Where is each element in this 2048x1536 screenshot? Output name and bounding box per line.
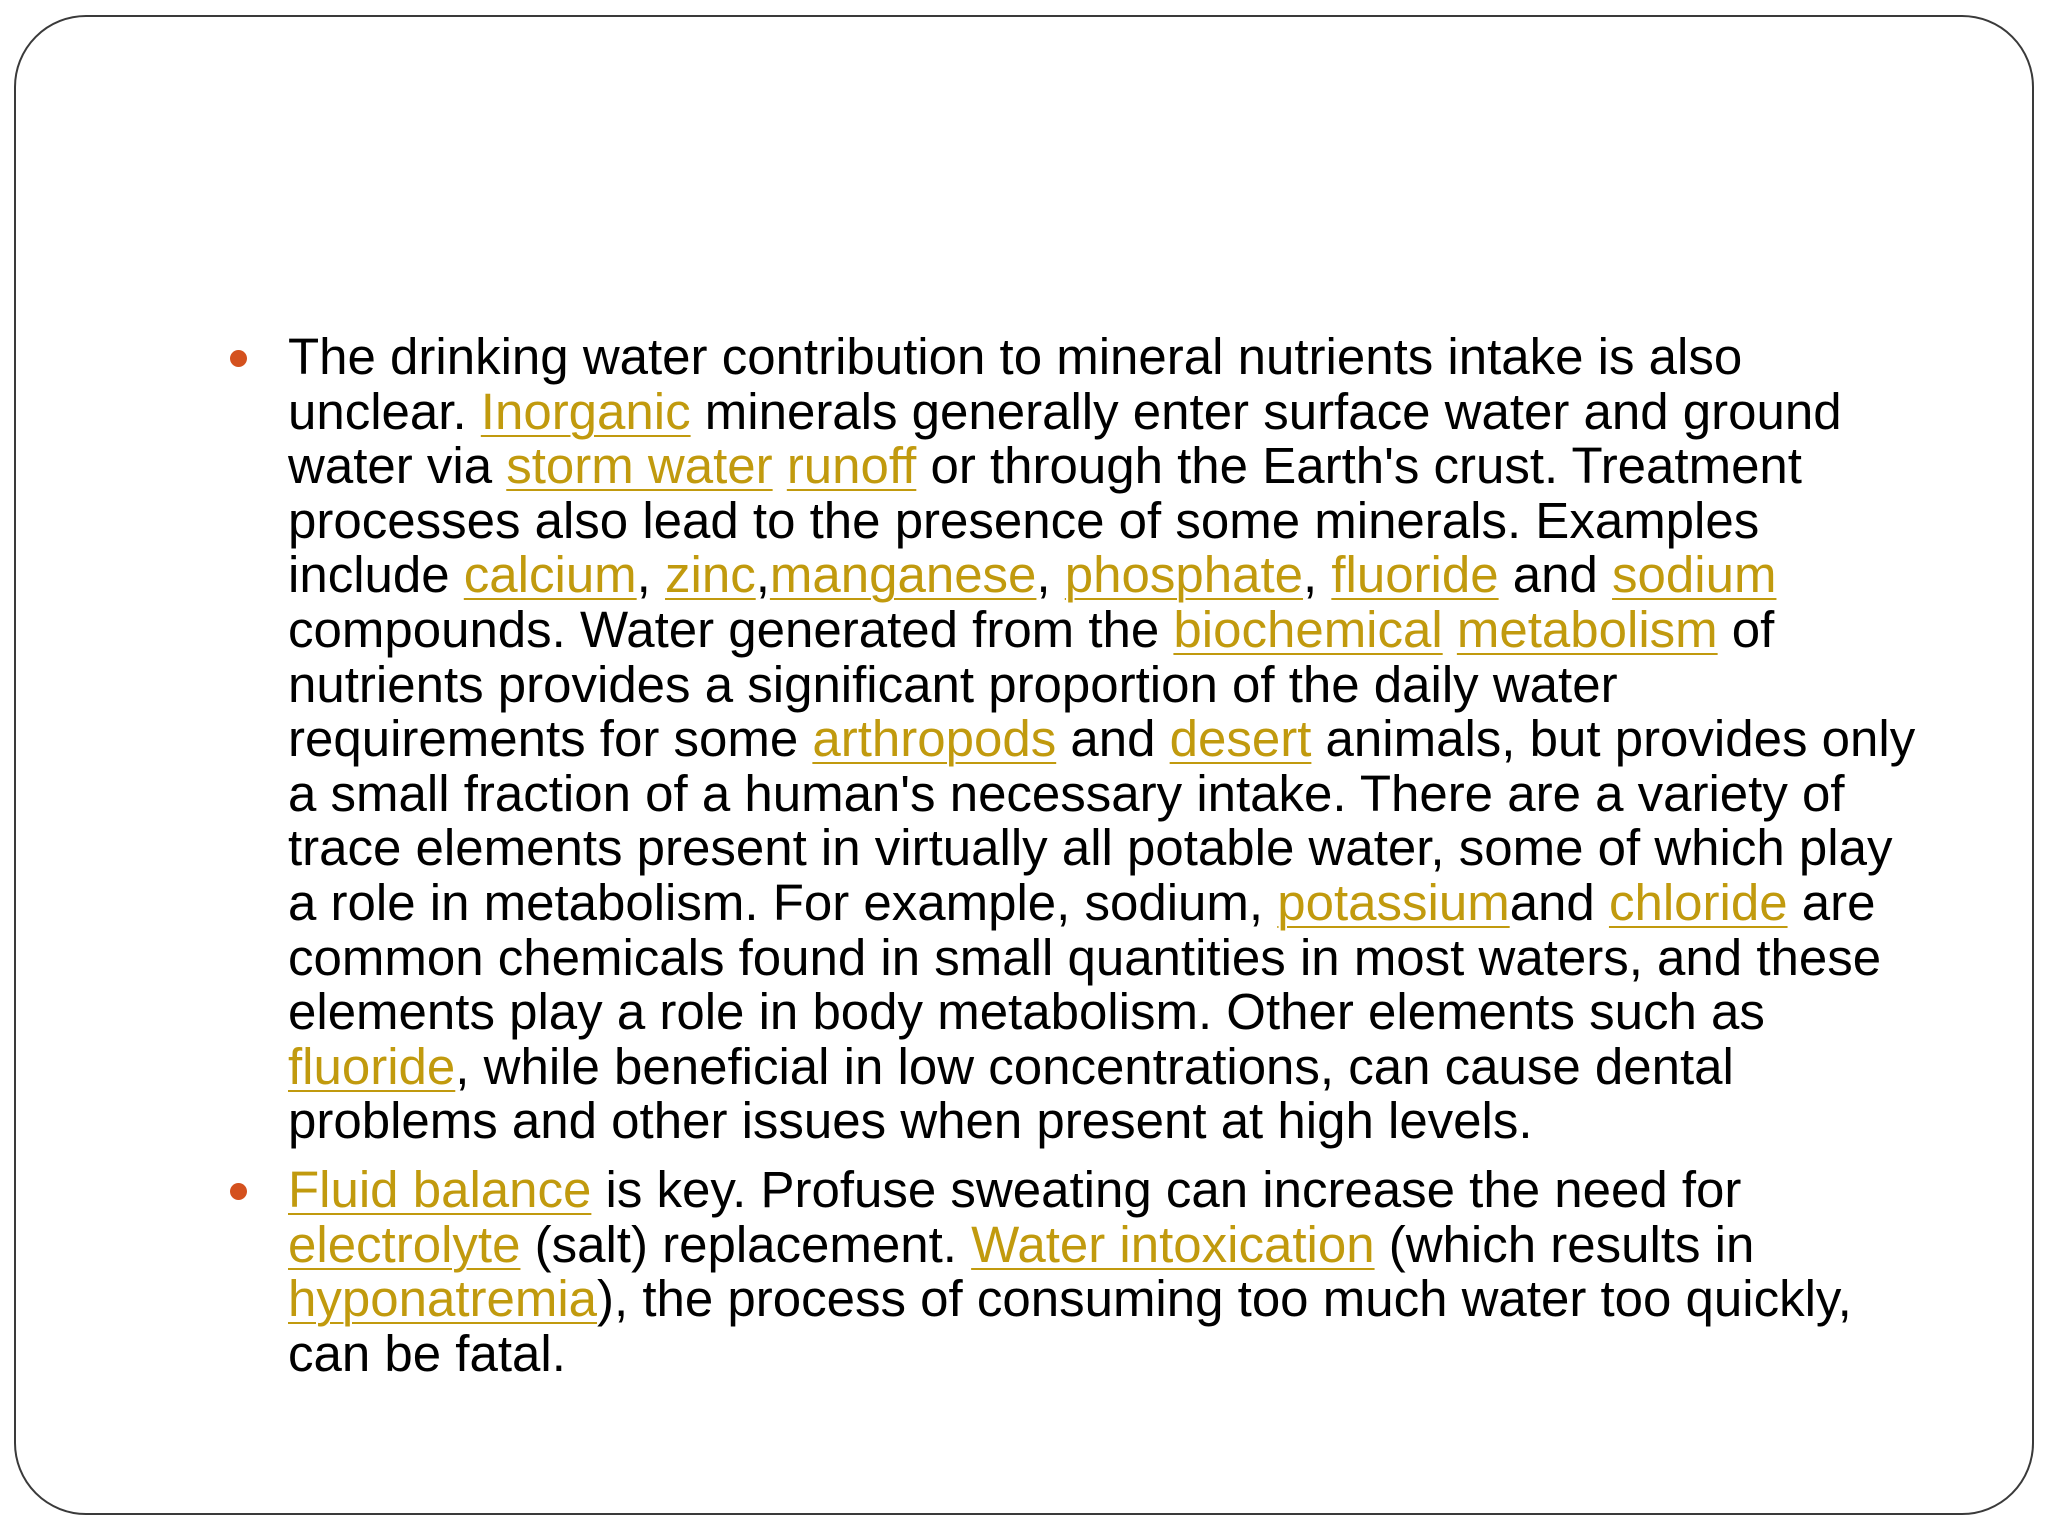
body-text: (which results in [1374,1215,1769,1273]
body-text: ), the process of consuming too much water too quickly, can be fatal. [288,1270,1866,1382]
hyperlink[interactable]: phosphate [1064,546,1303,604]
hyperlink[interactable]: calcium [463,546,637,604]
body-text: or through the Earth's crust. Treatment processes also lead to the presence of some minerals. Examples include [288,437,1817,604]
hyperlink[interactable]: runoff [786,437,917,495]
hyperlink[interactable]: metabolism [1456,600,1718,658]
body-text: , [636,546,666,604]
hyperlink[interactable]: hyponatremia [288,1270,598,1328]
hyperlink[interactable]: Water intoxication [971,1215,1375,1273]
hyperlink[interactable]: zinc [665,546,756,604]
body-text [1443,601,1457,658]
body-text: The drinking water contribution to mineral nutrients intake is also unclear. [288,328,1757,440]
body-text: minerals generally enter surface water and ground water via [288,382,1856,495]
hyperlink[interactable]: Fluid balance [288,1160,592,1218]
bullet-dot-icon [230,1183,247,1200]
body-text: , while beneficial in low concentrations, can cause dental problems and other issues when present at high levels. [288,1037,1749,1150]
bullet-list [288,330,1928,1395]
body-text: compounds. Water generated from the [288,546,1791,658]
body-text: , [1036,546,1065,604]
hyperlink[interactable]: fluoride [288,1037,456,1095]
bullet-item [288,330,1928,1149]
body-text: of nutrients provides a significant proportion of the daily water requirements for some [288,600,1789,768]
body-text: , [755,546,770,604]
hyperlink[interactable]: manganese [769,546,1037,604]
hyperlink[interactable]: electrolyte [288,1215,521,1273]
hyperlink[interactable]: arthropods [812,710,1057,768]
body-text [773,437,787,494]
hyperlink[interactable]: Inorganic [480,382,691,440]
hyperlink[interactable]: potassium [1277,873,1510,931]
body-text: , [1302,546,1332,604]
body-text: is key. Profuse sweating can increase the need for [591,1160,1756,1218]
hyperlink[interactable]: chloride [1608,873,1788,931]
hyperlink[interactable]: desert [1169,710,1312,768]
hyperlink[interactable]: storm water [506,437,773,495]
body-text: animals, but provides only a small fraction of a human's necessary intake. There are a variety of trace elements present in virtually all potable water, some of which play a role in metabolism. For example, sodium, [288,710,1930,931]
hyperlink[interactable]: fluoride [1331,546,1499,604]
bullet-dot-icon [230,350,247,367]
body-text: are common chemicals found in small quantities in most waters, and these elements play a role in body metabolism. Other elements such as [288,873,1896,1041]
hyperlink[interactable]: sodium [1612,546,1777,604]
body-text: and [1509,873,1609,931]
body-text: (salt) replacement. [520,1215,972,1273]
body-text: and [1056,710,1170,768]
body-text: and [1498,546,1613,604]
hyperlink[interactable]: biochemical [1173,600,1443,658]
bullet-item [288,1160,1928,1382]
